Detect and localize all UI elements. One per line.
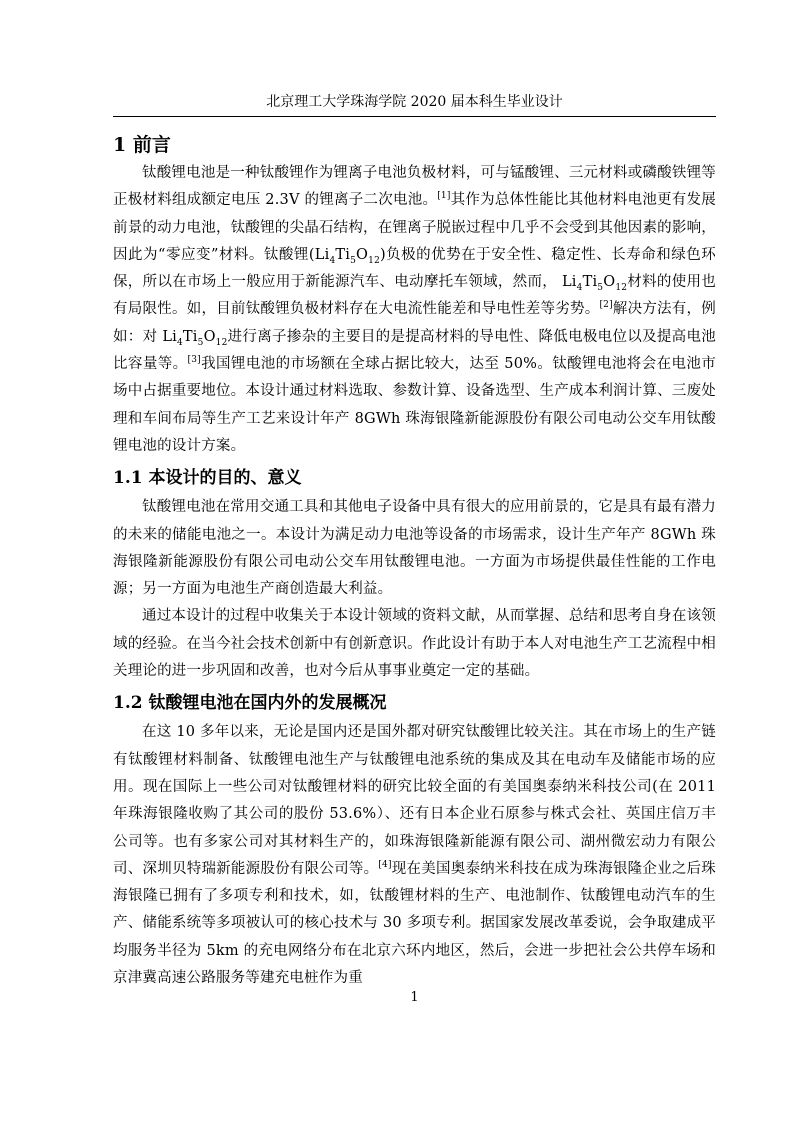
- formula-subscript: 12: [215, 337, 228, 348]
- formula-subscript: 4: [176, 337, 183, 348]
- formula-subscript: 5: [597, 283, 604, 294]
- formula-subscript: 5: [350, 255, 357, 266]
- citation-ref-3: [3]: [187, 355, 201, 366]
- text-span: 现在美国奥泰纳米科技在成为珠海银隆企业之后珠海银隆已拥有了多项专利和技术，如，钛酸锂材料的生产、电池制作、钛酸锂电动汽车的生产、储能系统等多项被认可的核心技术与 30 多项专利。据国家发展改革委说，会争取建成平均服务半径为 5km 的充电网络分布在北京六环内地区，然后，会进一步把社会公共停车场和京津冀高速公路服务等建充电桩作为重: [113, 860, 716, 987]
- text-span: 钛酸锂电池是一种钛酸锂作为锂离子电池负极材料，可与锰酸锂、三元材料或磷酸铁锂等正极材料组成额定电压 2.3V 的锂离子二次电池。: [113, 165, 716, 209]
- page-number: 1: [410, 990, 419, 1005]
- section-heading-1-2: 1.2 钛酸锂电池在国内外的发展概况: [113, 693, 387, 714]
- citation-ref-2: [2]: [599, 300, 613, 311]
- text-span: 我国锂电池的市场额在全球占据比较大，达至 50%。钛酸锂电池将会在电池市场中占据重要地位。本设计通过材料选取、参数计算、设备选型、生产成本利润计算、三废处理和车间布局等生产工艺来设计年产 8GWh 珠海银隆新能源股份有限公司电动公交车用钛酸锂电池的设计方案。: [113, 356, 716, 454]
- formula-subscript: 4: [329, 255, 336, 266]
- header-rule: [113, 116, 716, 117]
- section-1-paragraph-1: [113, 160, 716, 460]
- section-1-1-paragraph-2: 通过本设计的过程中收集关于本设计领域的资料文献，从而掌握、总结和思考自身在该领域的经验。在当今社会技术创新中有创新意识。作此设计有助于本人对电池生产工艺流程中相关理论的进一步巩固和改善，也对今后从事事业奠定一定的基础。: [113, 608, 716, 680]
- formula-element: O: [203, 328, 216, 345]
- formula-element: Ti: [582, 274, 598, 291]
- section-1-2-paragraph-1: [113, 719, 716, 992]
- section-1-1-paragraph-1: 钛酸锂电池在常用交通工具和其他电子设备中具有很大的应用前景的，它是具有最有潜力的未来的储能电池之一。本设计为满足动力电池等设备的市场需求，设计生产年产 8GWh 珠海银隆新能源股份有限公司电动公交车用钛酸锂电池。一方面为市场提供最佳性能的工作电源；另一方面为电池生产商创造最大利益。: [113, 499, 716, 598]
- section-heading-1: 1 前言: [113, 134, 171, 156]
- text-span: 其作为总体性能比其他材料电池更有发展前景的动力电池，钛酸锂的尖晶石结构，在锂离子脱嵌过程中几乎不会受到其他因素的影响，因此为“零应变”材料。钛酸锂(Li: [113, 192, 716, 263]
- text-span: 进行离子掺杂的主要目的是提高材料的导电性、降低电极电位以及提高电池比容量等。: [113, 328, 716, 373]
- text-span: )负极的优势在于安全性、稳定性、长寿命和绿色环保，所以在市场上一般应用于新能源汽车、电动摩托车领域，然而， Li: [113, 246, 716, 291]
- formula-subscript: 4: [576, 283, 583, 294]
- page-header: 北京理工大学珠海学院 2020 届本科生毕业设计: [266, 94, 563, 110]
- citation-ref-4: [4]: [378, 860, 392, 870]
- formula-element: Ti: [335, 246, 351, 263]
- formula-element: O: [356, 246, 369, 263]
- citation-ref-1: [1]: [437, 191, 451, 202]
- formula-subscript: 5: [197, 337, 204, 348]
- page-content: [113, 128, 716, 992]
- text-span: 材料的使用也有局限性。如，目前钛酸锂负极材料存在大电流性能差和导电性差等劣势。: [113, 274, 716, 318]
- formula-subscript: 12: [615, 283, 628, 294]
- section-heading-1-1: 1.1 本设计的目的、意义: [113, 468, 302, 489]
- formula-element: O: [603, 274, 616, 291]
- text-span: 在这 10 多年以来，无论是国内还是国外都对研究钛酸锂比较关注。其在市场上的生产链有钛酸锂材料制备、钛酸锂电池生产与钛酸锂电池系统的集成及其在电动车及储能市场的应用。现在国际上一些公司对钛酸锂材料的研究比较全面的有美国奥泰纳米科技公司(在 2011 年珠海银隆收购了其公司的股份 53.6%）、还有日本企业石原参与株式会社、英国庄信万丰公司等。也有多家公司对其材料生产的，如珠海银隆新能源有限公司、湖州微宏动力有限公司、深圳贝特瑞新能源股份有限公司等。: [113, 724, 716, 877]
- text-span: 解决方法有，例如：对 Li: [113, 301, 716, 345]
- formula-subscript: 12: [368, 255, 380, 266]
- formula-element: Ti: [182, 328, 198, 345]
